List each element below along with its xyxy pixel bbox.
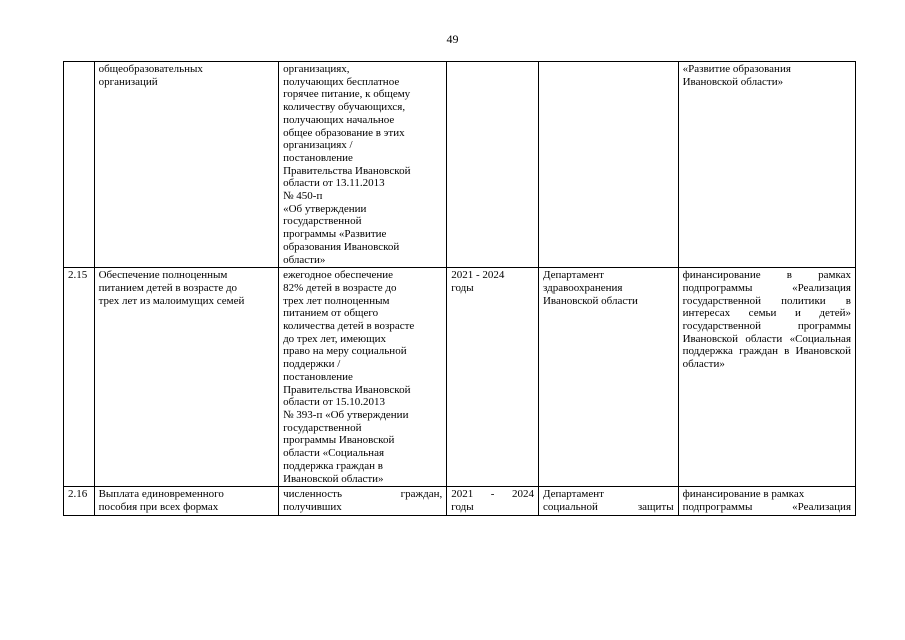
funding-line (683, 501, 851, 514)
cell-executor (538, 487, 678, 515)
period-word: 2024 (511, 488, 534, 501)
cell-period (447, 487, 539, 515)
indicator-word: численность (283, 488, 342, 501)
executor-word: социальной (542, 500, 598, 513)
indicator-line: получивших (283, 500, 342, 513)
table-row (64, 62, 856, 268)
indicator-line (283, 488, 442, 501)
page-number: 49 (446, 32, 459, 46)
funding-word: «Реализация (792, 500, 851, 513)
executor-line (543, 501, 674, 514)
cell-number: 2.15 (64, 268, 95, 487)
funding-word: подпрограммы (682, 500, 753, 513)
period-word: - (490, 488, 495, 501)
cell-funding (678, 487, 855, 515)
cell-funding: финансирование в рамках подпрограммы «Реализация государственной политики в интересах семьи и детей» государственной программы Ивановской области «Социальная поддержка граждан в Ивановской области» (678, 268, 855, 487)
cell-indicator (279, 487, 447, 515)
cell-measure: общеобразовательных организаций (94, 62, 278, 268)
executor-line: Департамент (542, 488, 604, 501)
executor-word: защиты (637, 500, 674, 513)
period-word: 2021 (451, 488, 474, 501)
cell-period (447, 62, 539, 268)
cell-number: 2.16 (64, 487, 95, 515)
measures-table (63, 61, 856, 516)
cell-number (64, 62, 95, 268)
table-row (64, 487, 856, 515)
table-row (64, 268, 856, 487)
cell-period: 2021 - 2024 годы (447, 268, 539, 487)
cell-executor (538, 62, 678, 268)
period-line (451, 488, 534, 501)
cell-indicator: организациях, получающих бесплатное горячее питание, к общему количеству обучающихся, получающих начальное общее образование в этих организациях / постановление Правительства Ивановской области от 13.11.2013 № 450-п «Об утверждении государственной программы «Развитие образования Ивановской области» (279, 62, 447, 268)
cell-measure: Обеспечение полноценным питанием детей в возрасте до трех лет из малоимущих семей (94, 268, 278, 487)
period-line: годы (451, 500, 474, 513)
indicator-word: граждан, (400, 488, 443, 501)
cell-indicator: ежегодное обеспечение 82% детей в возрасте до трех лет полноценным питанием от общего количества детей в возрасте до трех лет, имеющих право на меру социальной поддержки / постановление Правительства Ивановской области от 15.10.2013 № 393-п «Об утверждении государственной программы Ивановской области «Социальная поддержка граждан в Ивановской области» (279, 268, 447, 487)
funding-line: финансирование в рамках (682, 488, 805, 501)
cell-executor: Департамент здравоохранения Ивановской области (538, 268, 678, 487)
cell-measure: Выплата единовременного пособия при всех формах (94, 487, 278, 515)
cell-funding: «Развитие образования Ивановской области» (678, 62, 855, 268)
